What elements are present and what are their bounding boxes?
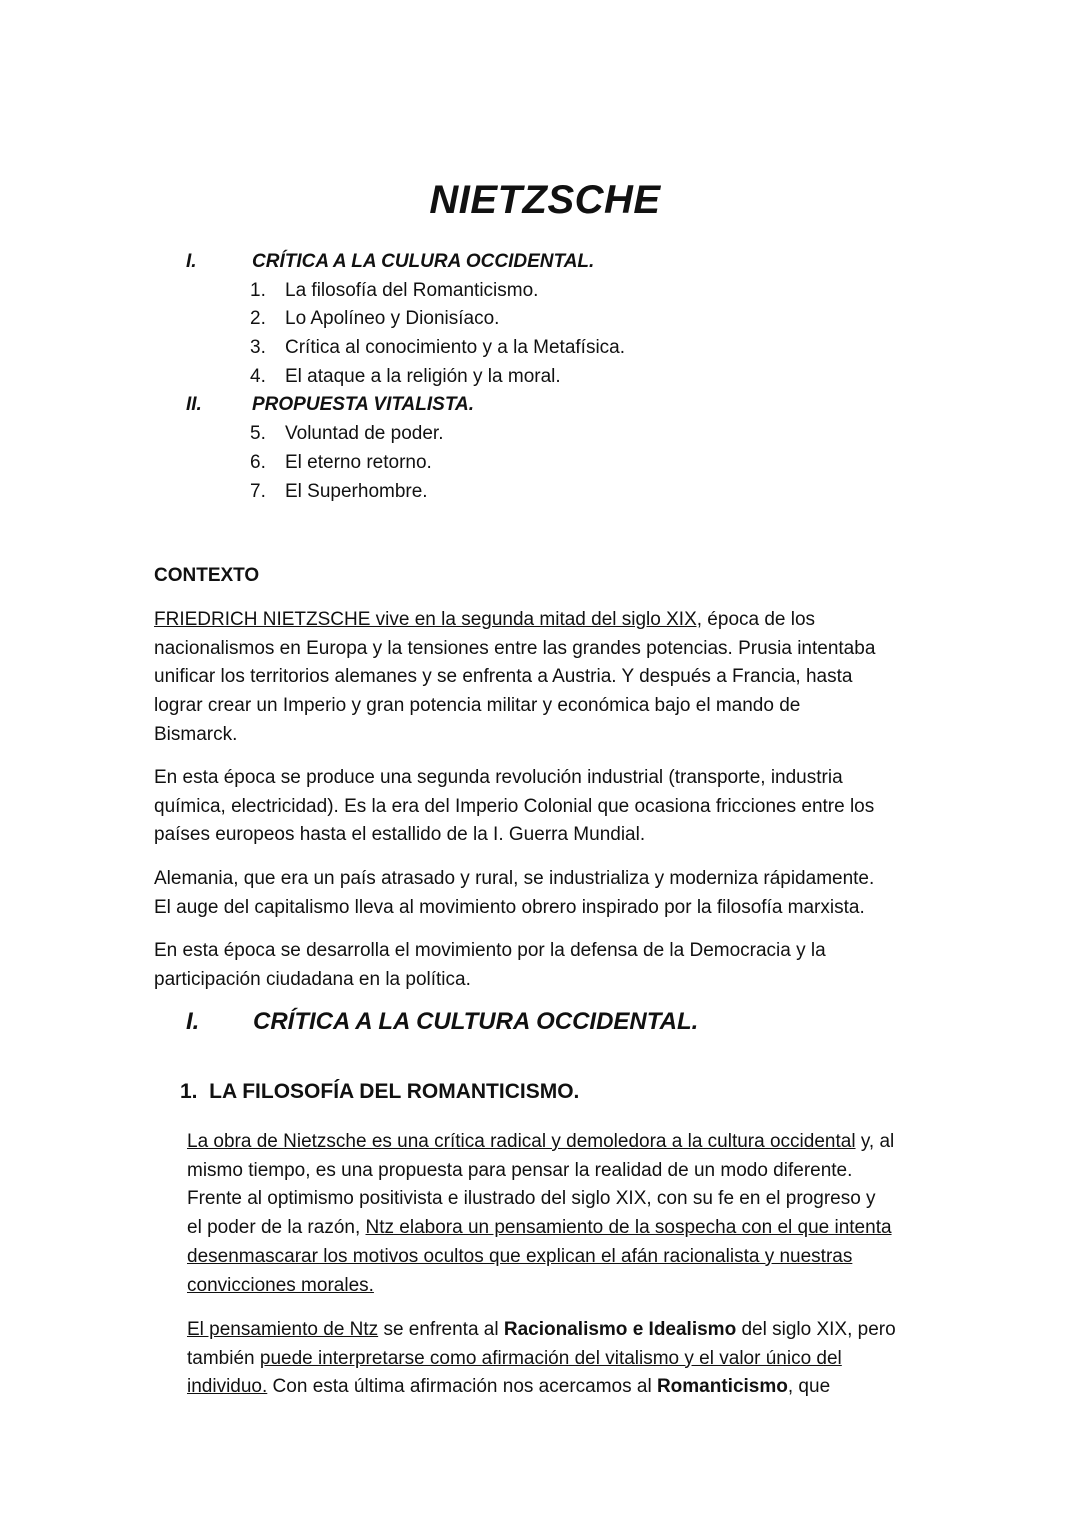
toc-item-number: 7. xyxy=(250,480,266,502)
paragraph-text: Con esta última afirmación nos acercamos al xyxy=(267,1376,657,1398)
toc-item xyxy=(186,449,886,478)
underlined-text: convicciones morales. xyxy=(187,1274,374,1296)
section-title: CRÍTICA A LA CULTURA OCCIDENTAL. xyxy=(253,1008,699,1035)
paragraph-text: nacionalismos en Europa y la tensiones entre las grandes potencias. Prusia intentaba xyxy=(154,637,876,659)
toc-item-text: Lo Apolíneo y Dionisíaco. xyxy=(285,308,500,330)
paragraph-text: época de los xyxy=(702,609,816,630)
underlined-text: El pensamiento de Ntz xyxy=(187,1319,379,1340)
toc-section-roman: II. xyxy=(186,394,202,416)
table-of-contents xyxy=(186,248,886,506)
paragraph-text: el poder de la razón, xyxy=(187,1217,366,1239)
toc-section-1 xyxy=(186,248,886,277)
context-paragraph-3 xyxy=(154,865,954,922)
context-paragraph-2 xyxy=(154,764,954,850)
paragraph-text: países europeos hasta el estallido de la I. Guerra Mundial. xyxy=(154,824,646,846)
toc-section-roman: I. xyxy=(186,251,197,272)
underlined-text: puede interpretarse como afirmación del vitalismo y el valor único del xyxy=(259,1347,842,1369)
context-heading: CONTEXTO xyxy=(154,565,260,586)
bold-text: Romanticismo xyxy=(656,1376,788,1398)
toc-item xyxy=(186,420,886,449)
toc-item-text: El Superhombre. xyxy=(285,480,428,502)
underlined-text: desenmascarar los motivos ocultos que explican el afán racionalista y nuestras xyxy=(187,1245,853,1267)
toc-item-number: 4. xyxy=(250,365,266,387)
paragraph-text: y, al xyxy=(855,1131,895,1152)
underlined-text: Ntz elabora un pensamiento de la sospecha con el que intenta xyxy=(365,1217,892,1239)
toc-item-number: 1. xyxy=(250,279,266,301)
toc-item-number: 3. xyxy=(250,337,266,359)
paragraph-text: Frente al optimismo positivista e ilustrado del siglo XIX, con su fe en el progreso y xyxy=(187,1188,876,1210)
toc-item-number: 5. xyxy=(250,423,266,445)
paragraph-text: En esta época se desarrolla el movimiento por la defensa de la Democracia y la xyxy=(154,940,826,961)
toc-section-2 xyxy=(186,391,886,420)
bold-text: Racionalismo e Idealismo xyxy=(503,1319,737,1340)
document-title: NIETZSCHE xyxy=(429,178,661,222)
paragraph-text: del siglo XIX, pero xyxy=(736,1319,896,1340)
paragraph-text: participación ciudadana en la política. xyxy=(154,968,471,990)
paragraph-text: también xyxy=(187,1347,260,1369)
toc-item xyxy=(186,363,886,392)
toc-item-text: El ataque a la religión y la moral. xyxy=(285,365,561,387)
toc-item xyxy=(186,277,886,306)
toc-section-title: CRÍTICA A LA CULURA OCCIDENTAL. xyxy=(252,251,595,272)
toc-section-title: PROPUESTA VITALISTA. xyxy=(252,394,475,416)
paragraph-text: Alemania, que era un país atrasado y rural, se industrializa y moderniza rápidamente. xyxy=(154,868,875,889)
toc-item-text: Voluntad de poder. xyxy=(285,423,444,445)
paragraph-text: , que xyxy=(787,1376,831,1398)
toc-item xyxy=(186,478,886,507)
toc-item-number: 2. xyxy=(250,308,266,330)
toc-item xyxy=(186,334,886,363)
underlined-text: FRIEDRICH NIETZSCHE vive en la segunda mitad del siglo XIX, xyxy=(154,609,703,630)
paragraph-text: El auge del capitalismo lleva al movimiento obrero inspirado por la filosofía marxista. xyxy=(154,896,865,918)
subsection-heading: 1. LA FILOSOFÍA DEL ROMANTICISMO. xyxy=(180,1080,580,1103)
paragraph-text: lograr crear un Imperio y gran potencia militar y económica bajo el mando de xyxy=(154,695,801,717)
toc-item-text: Crítica al conocimiento y a la Metafísica. xyxy=(285,337,626,359)
paragraph-text: se enfrenta al xyxy=(378,1319,504,1340)
toc-item-text: La filosofía del Romanticismo. xyxy=(285,279,539,301)
paragraph-text: En esta época se produce una segunda revolución industrial (transporte, industria xyxy=(154,767,843,788)
toc-item-number: 6. xyxy=(250,451,266,473)
paragraph-text: química, electricidad). Es la era del Imperio Colonial que ocasiona fricciones entre los xyxy=(154,795,875,817)
underlined-text: individuo. xyxy=(187,1376,268,1398)
section-roman: I. xyxy=(186,1008,200,1035)
underlined-text: La obra de Nietzsche es una crítica radical y demoledora a la cultura occidental xyxy=(187,1131,856,1152)
paragraph-text: mismo tiempo, es una propuesta para pensar la realidad de un modo diferente. xyxy=(187,1159,853,1181)
paragraph-text: unificar los territorios alemanes y se enfrenta a Austria. Y después a Francia, hasta xyxy=(154,666,853,688)
paragraph-text: Bismarck. xyxy=(154,723,238,745)
toc-item xyxy=(186,305,886,334)
context-paragraph-1 xyxy=(154,606,954,750)
toc-item-text: El eterno retorno. xyxy=(285,451,432,473)
section-paragraph-1 xyxy=(187,1128,967,1300)
context-paragraph-4 xyxy=(154,937,954,994)
section-paragraph-2 xyxy=(187,1316,967,1402)
